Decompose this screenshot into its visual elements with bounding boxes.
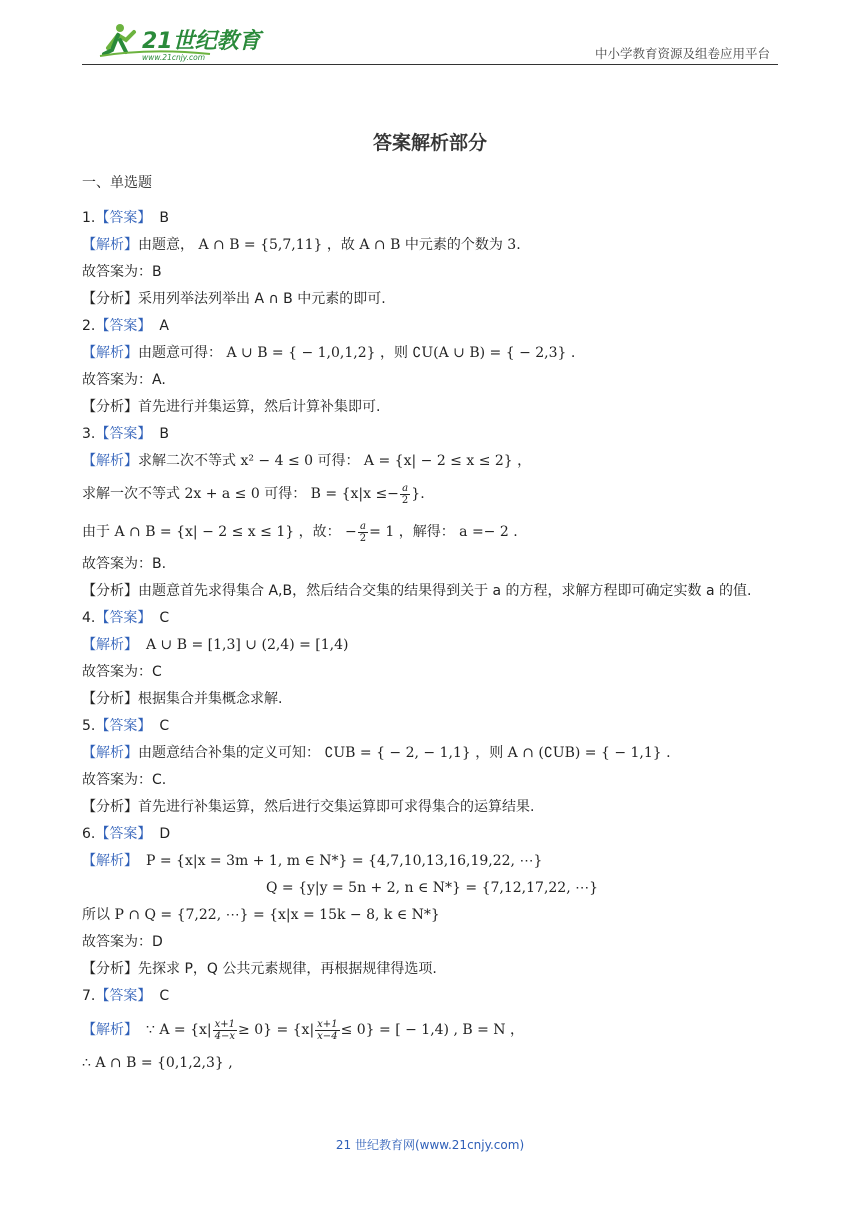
q6-explain-2: Q = {y|y = 5n + 2, n ∈ N*} = {7,12,17,22, ⋯} [265, 880, 599, 896]
q5-analysis: 【分析】首先进行补集运算，然后进行交集运算即可求得集合的运算结果. [82, 799, 535, 815]
q6-analysis: 【分析】先探求 P，Q 公共元素规律，再根据规律得选项. [82, 961, 437, 977]
q1-answer: 1.【答案】 B [82, 210, 169, 226]
fraction: $\frac{x+1}{x-4}$ [317, 1018, 338, 1042]
q7-answer: 7.【答案】 C [82, 988, 170, 1004]
q3-analysis: 【分析】由题意首先求得集合 A,B，然后结合交集的结果得到关于 a 的方程，求解方程即可确定实数 a 的值. [82, 583, 752, 599]
section-heading: 一、单选题 [82, 175, 152, 191]
q5-explain: 【解析】由题意结合补集的定义可知： ∁UB = { − 2, − 1,1} ，则 A ∩ (∁UB) = { − 1,1} . [82, 745, 671, 761]
svg-text:www.21cnjy.com: www.21cnjy.com [142, 53, 206, 62]
page-footer: 21 世纪教育网(www.21cnjy.com) [335, 1138, 525, 1152]
logo-21cnjy-icon [90, 18, 290, 62]
q6-explain-3: 所以 P ∩ Q = {7,22, ⋯} = {x|x = 15k − 8, k ∈ N*} [82, 907, 440, 923]
svg-text:21世纪教育: 21世纪教育 [142, 29, 261, 54]
q7-explain-1: 【解析】 ∵ A = {x| $\frac{x+1}{4-x}$ ≥ 0} = {x| $\frac{x+1}{x-4}$ ≤ 0} = [ − 1,4) , B = N ， [82, 1018, 524, 1042]
fraction: $\frac{a}{2}$ [359, 520, 367, 544]
q3-explain-2: 求解一次不等式 2x + a ≤ 0 可得： B = {x|x ≤− $\frac{a}{2}$ }. [82, 482, 425, 506]
q2-analysis: 【分析】首先进行并集运算，然后计算补集即可. [82, 399, 381, 415]
q6-explain-1: 【解析】 P = {x|x = 3m + 1, m ∈ N*} = {4,7,10,13,16,19,22, ⋯} [82, 853, 543, 869]
q1-analysis: 【分析】采用列举法列举出 A ∩ B 中元素的即可. [82, 291, 386, 307]
page-header [82, 18, 778, 65]
page-title: 答案解析部分 [372, 132, 487, 154]
q4-explain: 【解析】 A ∪ B = [1,3] ∪ (2,4) = [1,4) [82, 637, 349, 653]
q6-answer: 6.【答案】 D [82, 826, 171, 842]
q5-final: 故答案为：C. [82, 772, 167, 788]
fraction: $\frac{x+1}{4-x}$ [214, 1018, 236, 1042]
q3-answer: 3.【答案】 B [82, 426, 169, 442]
q2-final: 故答案为：A. [82, 372, 166, 388]
q5-answer: 5.【答案】 C [82, 718, 170, 734]
q4-answer: 4.【答案】 C [82, 610, 170, 626]
q6-final: 故答案为：D [82, 934, 163, 950]
q2-answer: 2.【答案】 A [82, 318, 169, 334]
q1-explain: 【解析】由题意， A ∩ B = {5,7,11} ，故 A ∩ B 中元素的个数为 3. [82, 237, 521, 253]
fraction: $\frac{a}{2}$ [401, 482, 409, 506]
platform-text: 中小学教育资源及组卷应用平台 [594, 46, 770, 61]
q4-analysis: 【分析】根据集合并集概念求解. [82, 691, 283, 707]
q4-final: 故答案为：C [82, 664, 162, 680]
q1-final: 故答案为：B [82, 264, 162, 280]
q7-explain-2: ∴ A ∩ B = {0,1,2,3} , [82, 1055, 233, 1071]
q3-explain-1: 【解析】求解二次不等式 x² − 4 ≤ 0 可得： A = {x| − 2 ≤ x ≤ 2} ， [82, 453, 532, 469]
document-body [82, 170, 782, 1077]
q3-explain-3: 由于 A ∩ B = {x| − 2 ≤ x ≤ 1} ，故： − $\frac{a}{2}$ = 1 ，解得： a =− 2 . [82, 520, 518, 544]
q3-final: 故答案为：B. [82, 556, 167, 572]
q2-explain: 【解析】由题意可得： A ∪ B = { − 1,0,1,2} ，则 ∁U(A ∪ B) = { − 2,3} . [82, 345, 576, 361]
